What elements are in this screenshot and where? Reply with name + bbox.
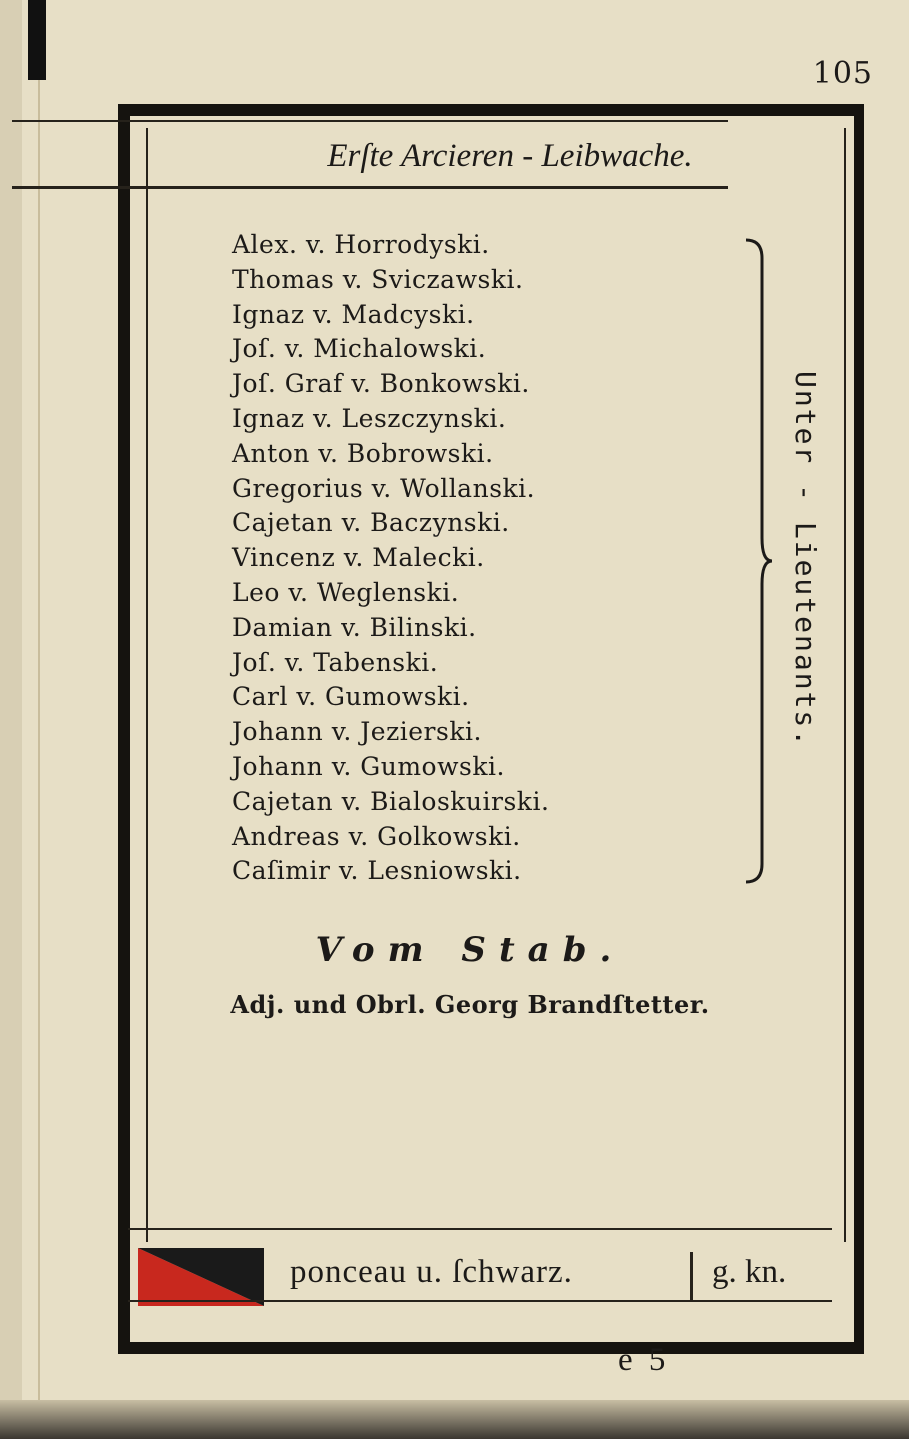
officer-name: Joſ. v. Tabenski. bbox=[232, 647, 439, 677]
uniform-colors-text: ponceau u. ſchwarz. bbox=[290, 1254, 573, 1290]
footer-rule bbox=[128, 1300, 832, 1302]
officer-name: Gregorius v. Wollanski. bbox=[232, 473, 536, 503]
button-note: g. kn. bbox=[712, 1254, 787, 1290]
section-title: Erſte Arcieren - Leibwache. bbox=[327, 138, 693, 174]
officer-name: Carl v. Gumowski. bbox=[232, 682, 470, 712]
officer-name: Ignaz v. Leszczynski. bbox=[232, 403, 507, 433]
officer-name: Alex. v. Horrodyski. bbox=[232, 230, 490, 259]
spine-gutter-line bbox=[38, 80, 40, 1439]
officer-name: Thomas v. Sviczawski. bbox=[232, 264, 524, 294]
book-spine bbox=[0, 0, 22, 1439]
officer-name: Vincenz v. Malecki. bbox=[232, 543, 485, 573]
rank-label: Unter - Lieutenants. bbox=[789, 371, 822, 749]
officer-name: Cajetan v. Bialoskuirski. bbox=[232, 786, 550, 816]
officer-name: Ignaz v. Madcyski. bbox=[232, 299, 475, 329]
page-number: 105 bbox=[812, 56, 873, 91]
officer-name: Cajetan v. Baczynski. bbox=[232, 508, 510, 538]
officer-name: Andreas v. Golkowski. bbox=[232, 821, 521, 851]
spine-binding-mark bbox=[28, 0, 46, 80]
officer-name: Caſimir v. Lesniowski. bbox=[232, 856, 522, 886]
printer-signature: e 5 bbox=[618, 1342, 670, 1378]
header-rule-top bbox=[12, 120, 728, 122]
footer-separator bbox=[690, 1252, 693, 1300]
staff-heading: Vom Stab. bbox=[315, 930, 625, 970]
page-bottom-shadow bbox=[0, 1400, 909, 1439]
officer-name: Johann v. Jezierski. bbox=[232, 717, 482, 747]
officer-name: Anton v. Bobrowski. bbox=[232, 438, 494, 468]
officer-name: Leo v. Weglenski. bbox=[232, 577, 460, 607]
officer-name: Joſ. Graf v. Bonkowski. bbox=[232, 369, 530, 399]
staff-entry: Adj. und Obrl. Georg Brandſtetter. bbox=[230, 990, 710, 1019]
officer-name: Johann v. Gumowski. bbox=[232, 751, 505, 781]
footer-rule-top bbox=[128, 1228, 832, 1230]
grouping-brace bbox=[744, 238, 774, 884]
officer-name: Joſ. v. Michalowski. bbox=[232, 334, 487, 364]
uniform-color-swatch bbox=[138, 1248, 264, 1306]
header-rule-bottom bbox=[12, 186, 728, 189]
officer-list bbox=[232, 228, 549, 889]
officer-name: Damian v. Bilinski. bbox=[232, 612, 477, 642]
